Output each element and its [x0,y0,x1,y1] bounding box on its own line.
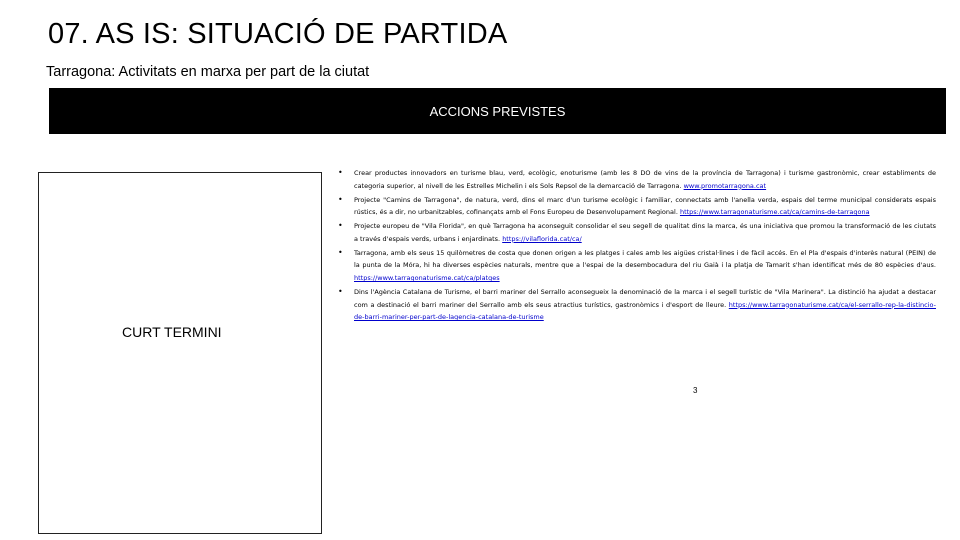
bullet-link[interactable]: https://vilaflorida.cat/ca/ [502,234,582,243]
bullet-link[interactable]: www.promotarragona.cat [683,181,767,190]
bullet-icon: • [338,221,343,231]
bullet-icon: • [338,168,343,177]
list-item [338,247,936,285]
bullet-text: Crear productes innovadors en turisme blau, verd, ecològic, enoturisme (amb les 8 DO de vins de la província de Tarragona) i turisme gastronòmic, crear establiments de categoria superior, al nivell de les Estrelles Michelin i els Sols Repsol de la demarcació de Tarragona. [354,169,936,190]
actions-banner [49,88,946,134]
banner-label: ACCIONS PREVISTES [429,103,566,119]
page-title: 07. AS IS: SITUACIÓ DE PARTIDA [48,18,508,50]
term-label: CURT TERMINI [122,324,222,340]
list-item [338,167,936,192]
list-item [338,286,936,324]
bullet-icon: • [338,194,343,204]
bullet-text: Projecte "Camins de Tarragona", de natura, verd, dins el marc d'un turisme ecològic i familiar, connectats amb l'anella verda, espais del terme municipal considerats espais rústics, és a dir, no urbanitzables, cofinançats amb el Fons Europeu de Desenvolupament Regional. [354,195,936,217]
bullet-link[interactable]: https://www.tarragonaturisme.cat/ca/platges [354,273,500,282]
bullet-link[interactable]: https://www.tarragonaturisme.cat/ca/camins-de-tarragona [679,208,870,217]
action-list [338,167,936,325]
bullet-text: Tarragona, amb els seus 15 quilòmetres de costa que donen origen a les platges i cales amb les aigües cristal·lines i de fàcil accés. En el Pla d'espais d'interès natural (PEIN) de la punta de la Móra, hi ha diverses espècies naturals, mentre que a l'espai de la desembocadura del riu Gaià i la platja de Tamarit s'han identificat més de 80 espècies d'aus. [354,248,936,270]
term-box [38,172,322,534]
bullet-text: Projecte europeu de "Vila Florida", en què Tarragona ha aconseguit consolidar el seu segell de qualitat dins la marca, és una iniciativa que promou la transformació de les ciutats a través d'espais verds, urbans i enjardinats. [354,222,936,243]
list-item [338,220,936,245]
page-subtitle: Tarragona: Activitats en marxa per part de la ciutat [46,64,370,80]
bullet-text: Dins l'Agència Catalana de Turisme, el barri mariner del Serrallo aconsegueix la denominació de la marca i el segell turístic de "Vila Marinera". La distinció ha ajudat a destacar com a destinació el barri mariner del Serrallo amb els seus atractius turístics, gastronòmics i d'esport de lleure. [354,287,936,309]
bullet-link[interactable]: https://www.tarragonaturisme.cat/ca/el-serrallo-rep-la-distincio-de-barri-mariner-per-part-de-lagencia-catalana-de-turisme [354,300,936,322]
list-item [338,194,936,219]
bullet-icon: • [338,286,343,296]
page-number: 3 [693,386,698,395]
bullet-icon: • [338,247,343,257]
